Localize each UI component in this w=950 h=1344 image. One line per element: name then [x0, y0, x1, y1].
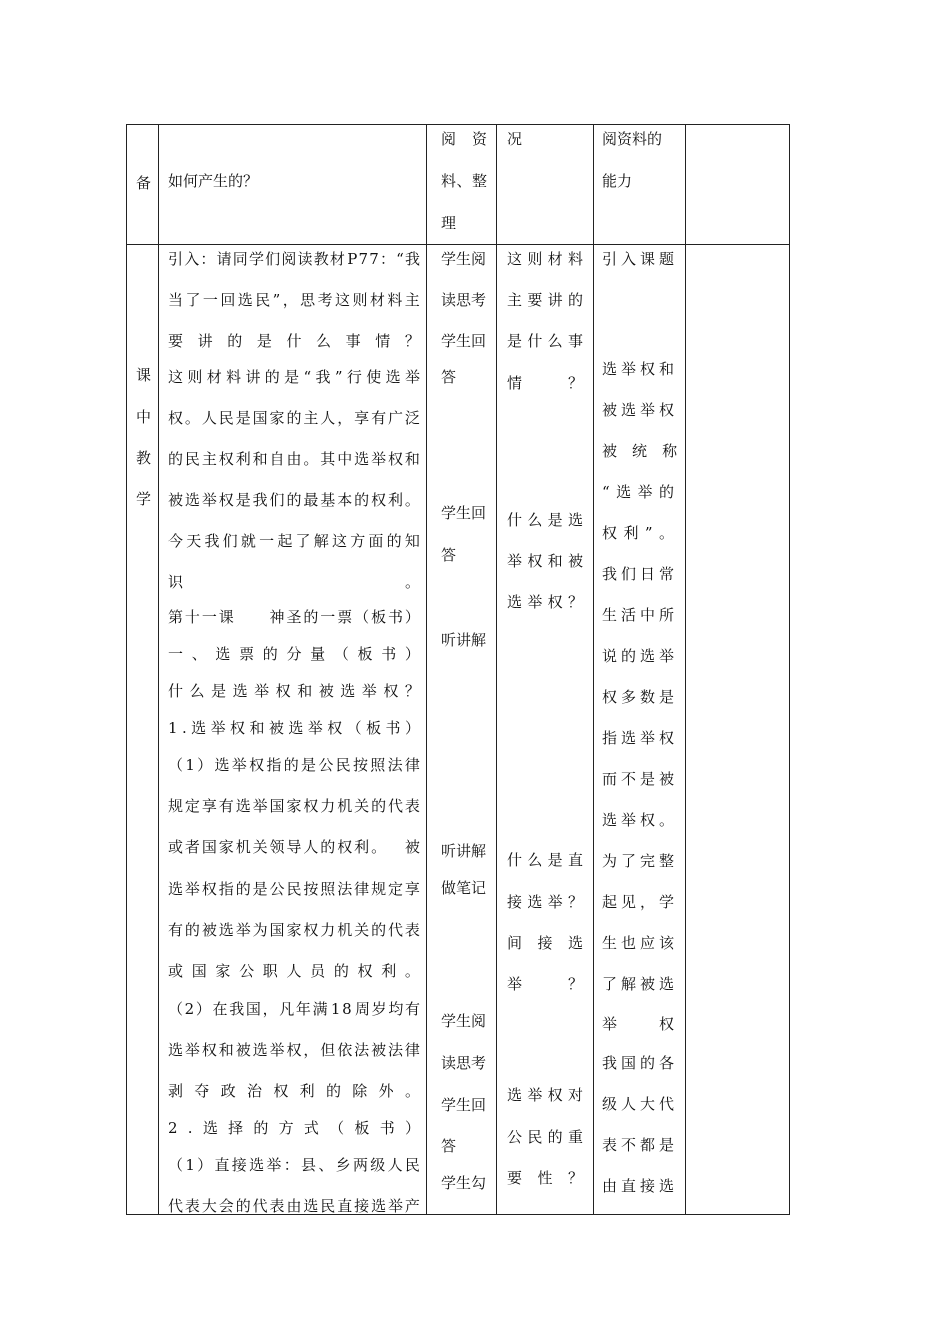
- text-line: 举 权 和 被: [507, 552, 583, 570]
- text-line: “ 选 举 的: [602, 483, 674, 501]
- text-line: 学生阅: [441, 250, 487, 268]
- text-line: 是 什 么 事: [507, 332, 583, 350]
- section-cell: [127, 125, 158, 244]
- text-line: 阅资料的: [602, 130, 663, 148]
- text-line: 主 要 讲 的: [507, 291, 583, 309]
- text-line: 学生阅: [441, 1012, 487, 1030]
- design-intent-cell: [594, 125, 685, 244]
- text-line: 什 么 是 直: [507, 851, 583, 869]
- text-line: 今 天 我 们 就 一 起 了 解 这 方 面 的 知: [168, 532, 420, 550]
- text-line: 规 定 享 有 选 举 国 家 权 力 机 关 的 代 表: [168, 797, 420, 815]
- text-line: 答: [441, 546, 457, 564]
- text-line: 学生回: [441, 1096, 487, 1114]
- text-line: 2 . 选 择 的 方 式 （ 板 书 ）: [168, 1119, 420, 1137]
- text-line: 举 ？: [507, 975, 583, 993]
- text-line: 权 。 人 民 是 国 家 的 主 人 ， 享 有 广 泛: [168, 409, 420, 427]
- design-intent-cell: [594, 245, 685, 1214]
- student-activity-cell: [427, 125, 496, 244]
- text-line: 一 、 选 票 的 分 量 （ 板 书 ）: [168, 645, 420, 663]
- text-line: （ 1 ） 选 举 权 指 的 是 公 民 按 照 法 律: [168, 756, 420, 774]
- text-line: 读思考: [441, 1054, 487, 1072]
- text-line: 有 的 被 选 举 为 国 家 权 力 机 关 的 代 表: [168, 921, 420, 939]
- text-line: 为 了 完 整: [602, 852, 674, 870]
- text-line: 学生回: [441, 332, 487, 350]
- text-line: 表 不 都 是: [602, 1136, 674, 1154]
- note-cell: [686, 245, 789, 1214]
- text-line: 间 接 选: [507, 934, 583, 952]
- text-line: 中: [136, 408, 152, 426]
- text-line: 指 选 举 权: [602, 729, 674, 747]
- text-line: 这 则 材 料 讲 的 是 “ 我 ” 行 使 选 举: [168, 368, 420, 386]
- text-line: （ 2 ） 在 我 国 ， 凡 年 满 1 8 周 岁 均 有: [168, 1000, 420, 1018]
- text-line: 理: [441, 214, 457, 232]
- text-line: 生 也 应 该: [602, 934, 674, 952]
- text-line: 级 人 大 代: [602, 1095, 674, 1113]
- text-line: 接 选 举 ？: [507, 893, 583, 911]
- question-cell: [497, 125, 593, 244]
- text-line: 听讲解: [441, 631, 487, 649]
- text-line: 引 入 ： 请 同 学 们 阅 读 教 材 P 7 7 ： “ 我: [168, 250, 420, 268]
- text-line: 起 见 ， 学: [602, 893, 674, 911]
- text-line: 情 ？: [507, 374, 583, 392]
- text-line: 如何产生的？: [168, 172, 259, 190]
- text-line: 1 . 选 举 权 和 被 选 举 权 （ 板 书 ）: [168, 719, 420, 737]
- text-line: 选 举 权 和: [602, 360, 674, 378]
- text-line: 能力: [602, 172, 633, 190]
- text-line: 这 则 材 料: [507, 250, 583, 268]
- text-line: 权 利 ” 。: [602, 524, 674, 542]
- text-line: 料 、 整: [441, 172, 487, 190]
- text-line: 引 入 课 题: [602, 250, 674, 268]
- text-line: （ 1 ） 直 接 选 举 ： 县 、 乡 两 级 人 民: [168, 1156, 420, 1174]
- content-cell: [159, 125, 426, 244]
- text-line: 而 不 是 被: [602, 770, 674, 788]
- text-line: 说 的 选 举: [602, 647, 674, 665]
- text-line: 答: [441, 1137, 457, 1155]
- text-line: 教: [136, 449, 152, 467]
- text-line: 的 民 主 权 利 和 自 由 。 其 中 选 举 权 和: [168, 450, 420, 468]
- text-line: 选 举 权 指 的 是 公 民 按 照 法 律 规 定 享: [168, 880, 420, 898]
- text-line: 识 。: [168, 573, 420, 591]
- section-cell: [127, 245, 158, 1214]
- text-line: 做笔记: [441, 879, 487, 897]
- text-line: 要 性 ？: [507, 1169, 583, 1187]
- lesson-plan-table: [126, 124, 790, 1215]
- text-line: 选 举 权 。: [602, 811, 674, 829]
- text-line: 要 讲 的 是 什 么 事 情 ？: [168, 332, 420, 350]
- text-line: 学生回: [441, 504, 487, 522]
- text-line: 或 者 国 家 机 关 领 导 人 的 权 利 。 被: [168, 838, 420, 856]
- text-line: 当 了 一 回 选 民 ” ， 思 考 这 则 材 料 主: [168, 291, 420, 309]
- text-line: 什 么 是 选 举 权 和 被 选 举 权 ？: [168, 682, 420, 700]
- text-line: 我 国 的 各: [602, 1054, 674, 1072]
- text-line: 第 十 一 课 神 圣 的 一 票 （ 板 书 ）: [168, 608, 420, 626]
- text-line: 听讲解: [441, 842, 487, 860]
- text-line: 了 解 被 选: [602, 975, 674, 993]
- text-line: 我 们 日 常: [602, 565, 674, 583]
- content-cell: [159, 245, 426, 1214]
- text-line: 学: [136, 490, 152, 508]
- text-line: 剥 夺 政 治 权 利 的 除 外 。: [168, 1082, 420, 1100]
- text-line: 公 民 的 重: [507, 1128, 583, 1146]
- text-line: 学生勾: [441, 1174, 487, 1192]
- note-cell: [686, 125, 789, 244]
- question-cell: [497, 245, 593, 1214]
- text-line: 生 活 中 所: [602, 606, 674, 624]
- text-line: 选 举 权 ？: [507, 593, 583, 611]
- text-line: 什 么 是 选: [507, 511, 583, 529]
- text-line: 被 选 举 权: [602, 401, 674, 419]
- text-line: 代 表 大 会 的 代 表 由 选 民 直 接 选 举 产: [168, 1197, 420, 1215]
- text-line: 权 多 数 是: [602, 688, 674, 706]
- text-line: 答: [441, 368, 457, 386]
- text-line: 选 举 权 对: [507, 1086, 583, 1104]
- table-row-teaching: [127, 245, 790, 1215]
- text-line: 举 权: [602, 1015, 674, 1033]
- section-label: 备: [136, 174, 152, 192]
- text-line: 由 直 接 选: [602, 1177, 674, 1195]
- text-line: 被 统 称: [602, 442, 678, 460]
- text-line: 被 选 举 权 是 我 们 的 最 基 本 的 权 利 。: [168, 491, 420, 509]
- text-line: 阅 资: [441, 130, 487, 148]
- text-line: 况: [507, 130, 523, 148]
- table-row-preparation: [127, 125, 790, 245]
- text-line: 读思考: [441, 291, 487, 309]
- text-line: 或 国 家 公 职 人 员 的 权 利 。: [168, 962, 420, 980]
- student-activity-cell: [427, 245, 496, 1214]
- text-line: 选 举 权 和 被 选 举 权 ， 但 依 法 被 法 律: [168, 1041, 420, 1059]
- text-line: 课: [136, 366, 152, 384]
